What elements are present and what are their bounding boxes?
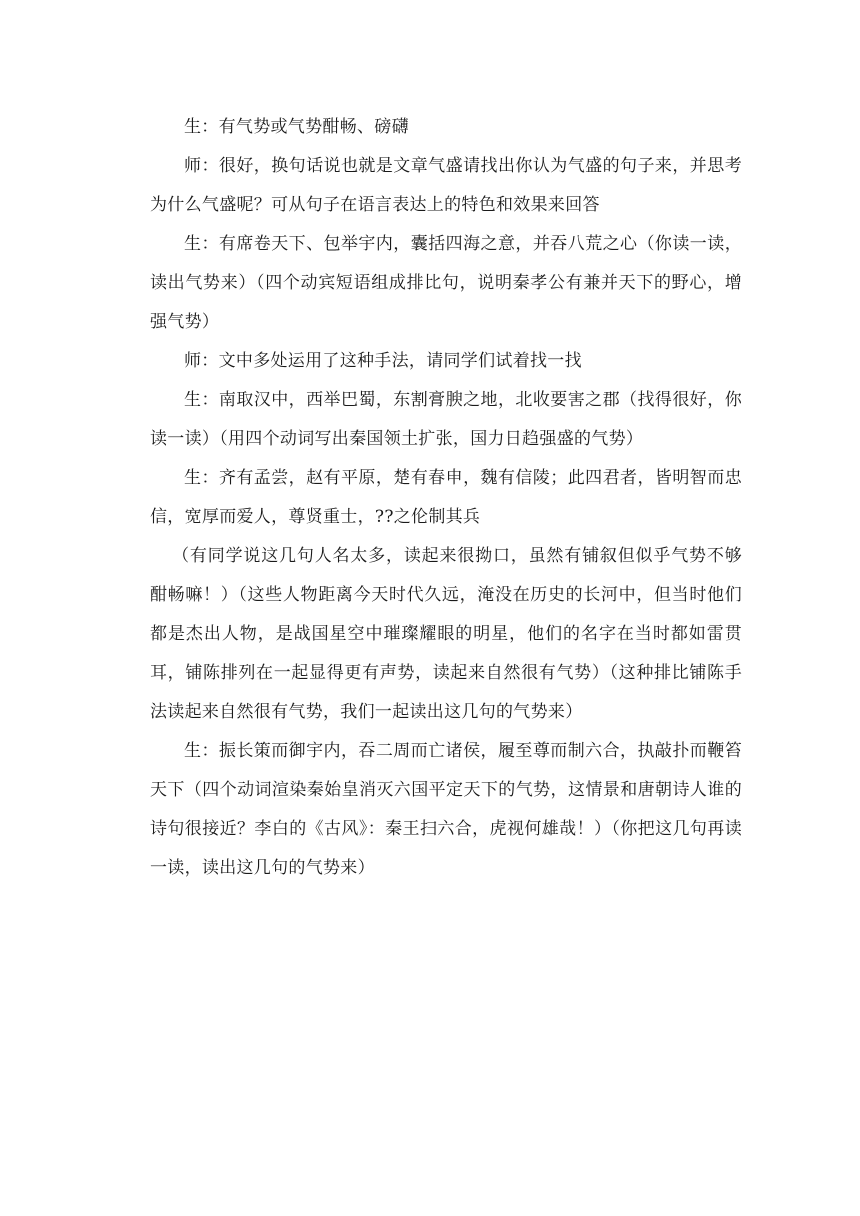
paragraph-teacher-1: 师：很好，换句话说也就是文章气盛请找出你认为气盛的句子来，并思考为什么气盛呢？可从句子在语言表达上的特色和效果来回答 (150, 156, 742, 215)
paragraph-student-4: 生：齐有孟尝，赵有平原，楚有春申，魏有信陵；此四君者，皆明智而忠信，宽厚而爱人，尊贤重士，??之伦制其兵 (150, 468, 742, 527)
paragraph-commentary: （有同学说这几句人名太多，读起来很拗口，虽然有铺叙但似乎气势不够酣畅嘛！）（这些人物距离今天时代久远，淹没在历史的长河中，但当时他们都是杰出人物，是战国星空中璀璨耀眼的明星，他们的名字在当时都如雷贯耳，铺陈排列在一起显得更有声势，读起来自然很有气势）（这种排比铺陈手法读起来自然很有气势，我们一起读出这几句的气势来） (150, 546, 742, 722)
paragraph-student-3: 生：南取汉中，西举巴蜀，东割膏腴之地，北收要害之郡（找得很好，你读一读）（用四个动词写出秦国领土扩张，国力日趋强盛的气势） (150, 390, 742, 449)
paragraph-student-5: 生：振长策而御宇内，吞二周而亡诸侯，履至尊而制六合，执敲扑而鞭笞天下（四个动词渲染秦始皇消灭六国平定天下的气势，这情景和唐朝诗人谁的诗句很接近？李白的《古风》：秦王扫六合，虎视何雄哉！）（你把这几句再读一读，读出这几句的气势来） (150, 741, 742, 878)
paragraph-teacher-2: 师：文中多处运用了这种手法，请同学们试着找一找 (184, 351, 582, 371)
paragraph-student-1: 生：有气势或气势酣畅、磅礴 (184, 117, 409, 137)
paragraph-student-2: 生：有席卷天下、包举宇内，囊括四海之意，并吞八荒之心（你读一读，读出气势来）（四个动宾短语组成排比句，说明秦孝公有兼并天下的野心，增强气势） (150, 234, 742, 332)
document-page (150, 108, 742, 888)
